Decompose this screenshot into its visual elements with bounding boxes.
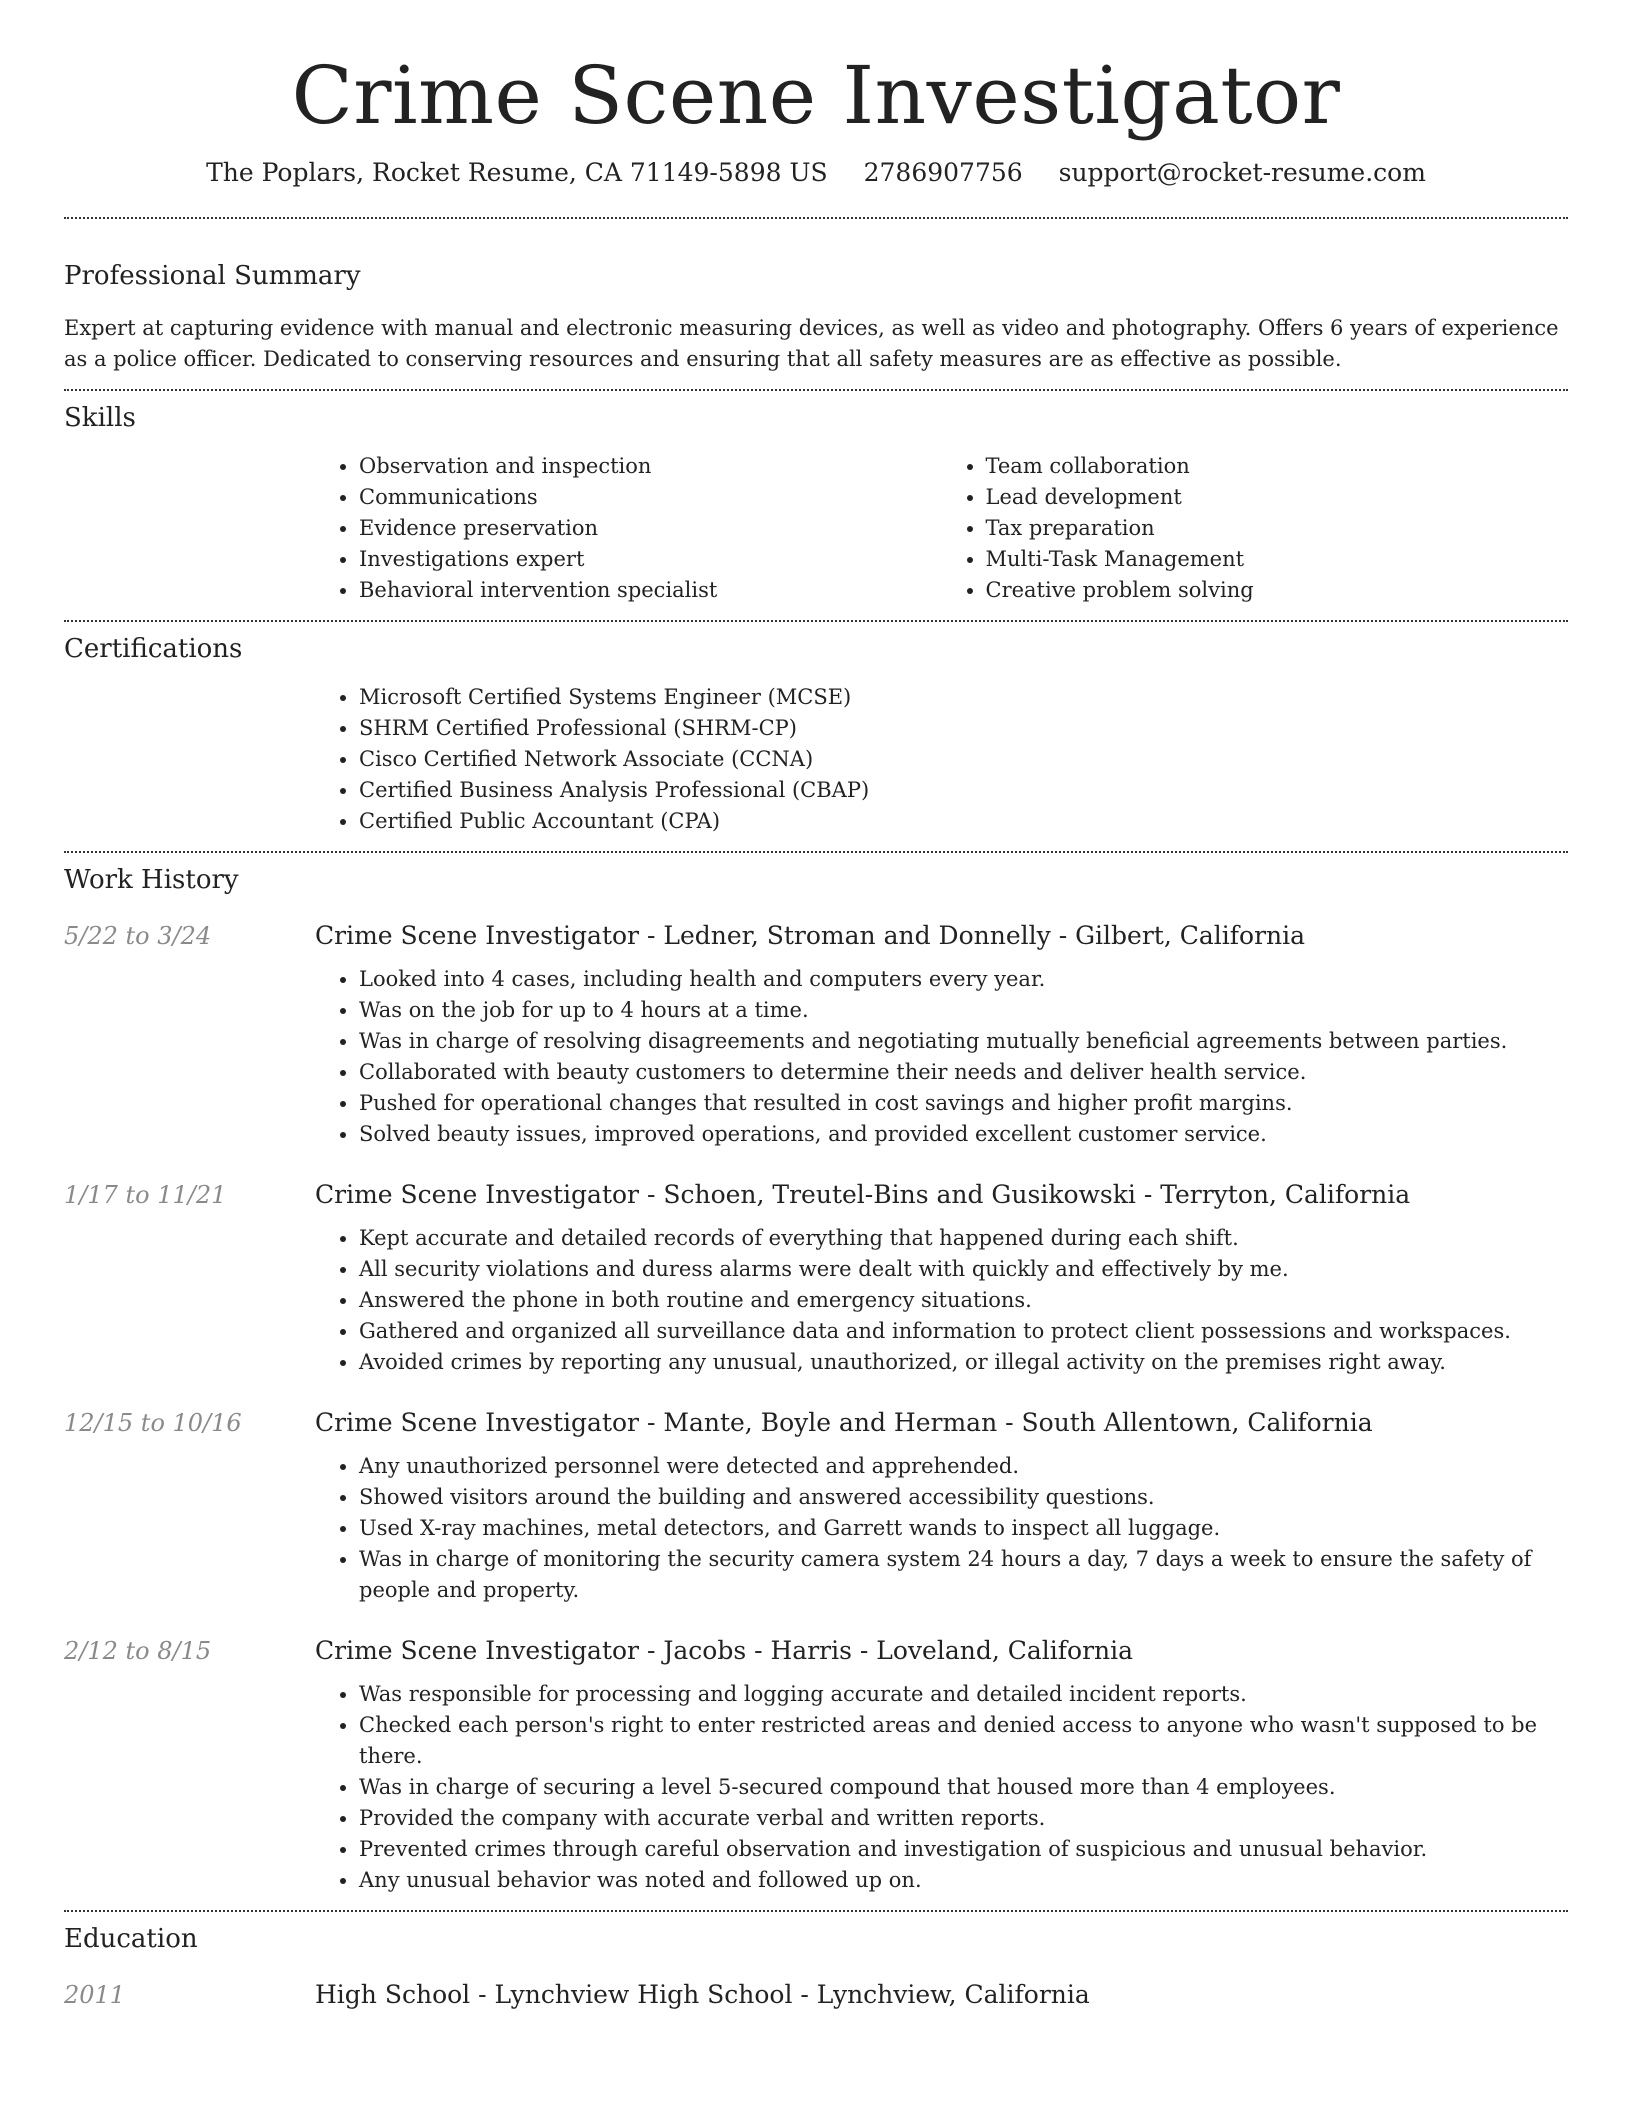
job-bullets [315, 964, 1568, 1150]
list-item: • Certified Business Analysis Professional (CBAP) [359, 775, 1568, 806]
work-history-section [64, 853, 1568, 1896]
job-title: Crime Scene Investigator - Ledner, Stroman and Donnelly - Gilbert, California [315, 921, 1306, 950]
job-date: 1/17 to 11/21 [64, 1181, 227, 1209]
summary-text: Expert at capturing evidence with manual and electronic measuring devices, as well as video and photography. Offers 6 years of experience as a police officer. Dedicated to conserving resources and ensuring that all safety measures are as effective as possible. [64, 316, 1559, 371]
skills-list-left [315, 451, 942, 606]
list-item: • Communications [359, 482, 942, 513]
skills-list-right [942, 451, 1569, 606]
education-title: High School - Lynchview High School - Lynchview, California [315, 1980, 1090, 2009]
list-item: • Tax preparation [986, 513, 1569, 544]
list-item: • Looked into 4 cases, including health and computers every year. [359, 964, 1568, 995]
education-entry [64, 1980, 1568, 2009]
list-item: • Behavioral intervention specialist [359, 575, 942, 606]
list-item: • All security violations and duress alarms were dealt with quickly and effectively by me. [359, 1254, 1568, 1285]
list-item: • Gathered and organized all surveillance data and information to protect client possessions and workspaces. [359, 1316, 1568, 1347]
job-title: Crime Scene Investigator - Schoen, Treutel-Bins and Gusikowski - Terryton, California [315, 1180, 1411, 1209]
list-item: • Certified Public Accountant (CPA) [359, 806, 1568, 837]
job-bullets [315, 1223, 1568, 1378]
candidate-name: Crime Scene Investigator [291, 49, 1341, 142]
list-item: • Team collaboration [986, 451, 1569, 482]
job-header [64, 1180, 1568, 1209]
job-entry [64, 1408, 1568, 1606]
summary-heading: Professional Summary [64, 261, 361, 291]
job-entry [64, 1180, 1568, 1378]
list-item: • Collaborated with beauty customers to determine their needs and deliver health service. [359, 1057, 1568, 1088]
list-item: • Multi-Task Management [986, 544, 1569, 575]
job-entry [64, 921, 1568, 1150]
list-item: • Provided the company with accurate verbal and written reports. [359, 1803, 1568, 1834]
list-item: • Creative problem solving [986, 575, 1569, 606]
job-bullets [315, 1679, 1568, 1896]
job-header [64, 1636, 1568, 1665]
list-item: • Was responsible for processing and logging accurate and detailed incident reports. [359, 1679, 1568, 1710]
contact-phone: 2786907756 [863, 158, 1023, 187]
list-item: • Evidence preservation [359, 513, 942, 544]
list-item: • Checked each person's right to enter restricted areas and denied access to anyone who wasn't supposed to be there. [359, 1710, 1568, 1772]
list-item: • Answered the phone in both routine and emergency situations. [359, 1285, 1568, 1316]
list-item: • Prevented crimes through careful observation and investigation of suspicious and unusual behavior. [359, 1834, 1568, 1865]
job-date: 5/22 to 3/24 [64, 922, 212, 950]
contact-line [64, 158, 1568, 187]
list-item: • Any unusual behavior was noted and followed up on. [359, 1865, 1568, 1896]
certifications-list [315, 682, 1568, 837]
list-item: • SHRM Certified Professional (SHRM-CP) [359, 713, 1568, 744]
list-item: • Was in charge of monitoring the security camera system 24 hours a day, 7 days a week to ensure the safety of people and property. [359, 1544, 1568, 1606]
list-item: • Was in charge of securing a level 5-secured compound that housed more than 4 employees. [359, 1772, 1568, 1803]
list-item: • Kept accurate and detailed records of everything that happened during each shift. [359, 1223, 1568, 1254]
list-item: • Observation and inspection [359, 451, 942, 482]
skills-grid [315, 451, 1568, 606]
list-item: • Solved beauty issues, improved operations, and provided excellent customer service. [359, 1119, 1568, 1150]
summary-section [64, 219, 1568, 375]
list-item: • Lead development [986, 482, 1569, 513]
contact-address: The Poplars, Rocket Resume, CA 71149-5898 US [206, 158, 828, 187]
list-item: • Was in charge of resolving disagreements and negotiating mutually beneficial agreements between parties. [359, 1026, 1568, 1057]
resume-header [64, 0, 1568, 187]
education-date: 2011 [64, 1981, 126, 2009]
list-item: • Investigations expert [359, 544, 942, 575]
list-item: • Any unauthorized personnel were detected and apprehended. [359, 1451, 1568, 1482]
job-bullets [315, 1451, 1568, 1606]
job-title: Crime Scene Investigator - Mante, Boyle and Herman - South Allentown, California [315, 1408, 1373, 1437]
list-item: • Avoided crimes by reporting any unusual, unauthorized, or illegal activity on the premises right away. [359, 1347, 1568, 1378]
education-heading: Education [64, 1924, 198, 1954]
list-item: • Showed visitors around the building and answered accessibility questions. [359, 1482, 1568, 1513]
job-header [64, 1408, 1568, 1437]
job-date: 2/12 to 8/15 [64, 1637, 212, 1665]
education-section [64, 1912, 1568, 2009]
job-date: 12/15 to 10/16 [64, 1409, 242, 1437]
list-item: • Was on the job for up to 4 hours at a time. [359, 995, 1568, 1026]
skills-heading: Skills [64, 403, 136, 433]
list-item: • Microsoft Certified Systems Engineer (MCSE) [359, 682, 1568, 713]
certifications-heading: Certifications [64, 634, 243, 664]
job-title: Crime Scene Investigator - Jacobs - Harris - Loveland, California [315, 1636, 1134, 1665]
list-item: • Cisco Certified Network Associate (CCNA) [359, 744, 1568, 775]
job-entry [64, 1636, 1568, 1896]
certifications-section [64, 622, 1568, 837]
list-item: • Pushed for operational changes that resulted in cost savings and higher profit margins. [359, 1088, 1568, 1119]
contact-email: support@rocket-resume.com [1058, 158, 1426, 187]
job-header [64, 921, 1568, 950]
skills-section [64, 391, 1568, 606]
work-history-heading: Work History [64, 865, 239, 895]
list-item: • Used X-ray machines, metal detectors, and Garrett wands to inspect all luggage. [359, 1513, 1568, 1544]
